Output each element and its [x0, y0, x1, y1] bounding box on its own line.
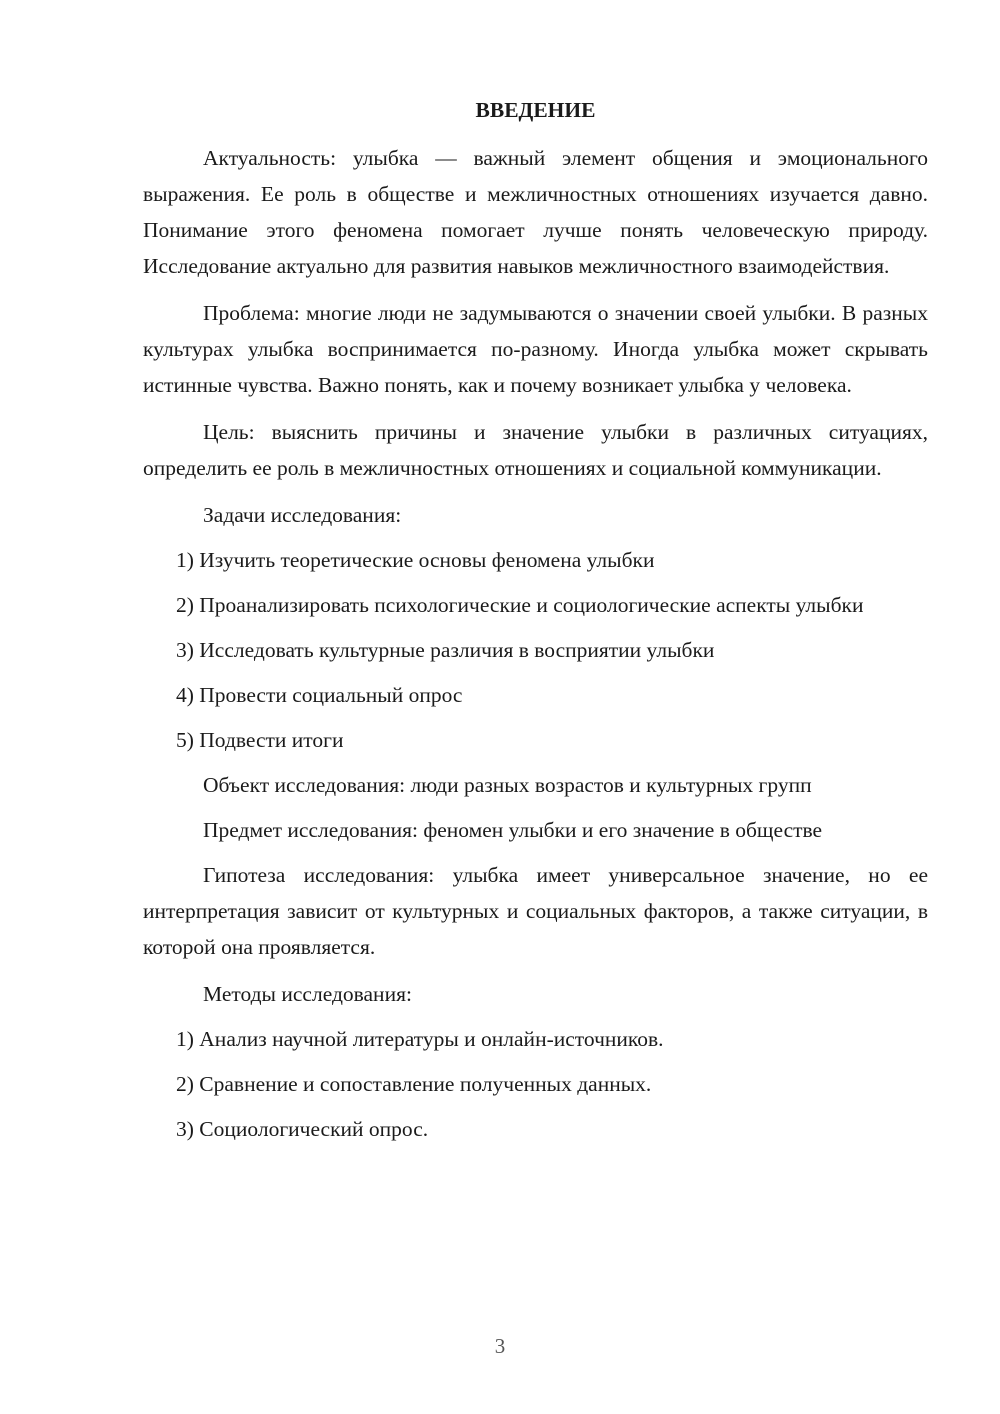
goal-paragraph: Цель: выяснить причины и значение улыбки в различных ситуациях, определить ее роль в межличностных отношениях и социальной коммуникации. — [143, 420, 928, 480]
method-item: 3) Социологический опрос. — [176, 1117, 429, 1141]
page-title: ВВЕДЕНИЕ — [475, 98, 596, 122]
methods-heading: Методы исследования: — [203, 982, 412, 1006]
object-paragraph: Объект исследования: люди разных возрастов и культурных групп — [203, 773, 812, 797]
method-item: 2) Сравнение и сопоставление полученных данных. — [176, 1072, 652, 1096]
page-content — [143, 92, 928, 1156]
page-number: 3 — [494, 1334, 506, 1358]
method-item: 1) Анализ научной литературы и онлайн-источников. — [176, 1027, 664, 1051]
task-item: 5) Подвести итоги — [176, 728, 344, 752]
hypothesis-paragraph: Гипотеза исследования: улыбка имеет универсальное значение, но ее интерпретация зависит от культурных и социальных факторов, а также ситуации, в которой она проявляется. — [143, 863, 928, 959]
relevance-paragraph: Актуальность: улыбка — важный элемент общения и эмоционального выражения. Ее роль в обществе и межличностных отношениях изучается давно. Понимание этого феномена помогает лучше понять человеческую природу. Исследование актуально для развития навыков межличностного взаимодействия. — [143, 146, 928, 278]
task-item: 4) Провести социальный опрос — [176, 683, 463, 707]
task-item: 3) Исследовать культурные различия в восприятии улыбки — [176, 638, 715, 662]
task-item: 1) Изучить теоретические основы феномена улыбки — [176, 548, 655, 572]
task-item: 2) Проанализировать психологические и социологические аспекты улыбки — [176, 593, 864, 617]
subject-paragraph: Предмет исследования: феномен улыбки и его значение в обществе — [203, 818, 823, 842]
tasks-heading: Задачи исследования: — [203, 503, 402, 527]
problem-paragraph: Проблема: многие люди не задумываются о значении своей улыбки. В разных культурах улыбка воспринимается по-разному. Иногда улыбка может скрывать истинные чувства. Важно понять, как и почему возникает улыбка у человека. — [143, 301, 928, 397]
